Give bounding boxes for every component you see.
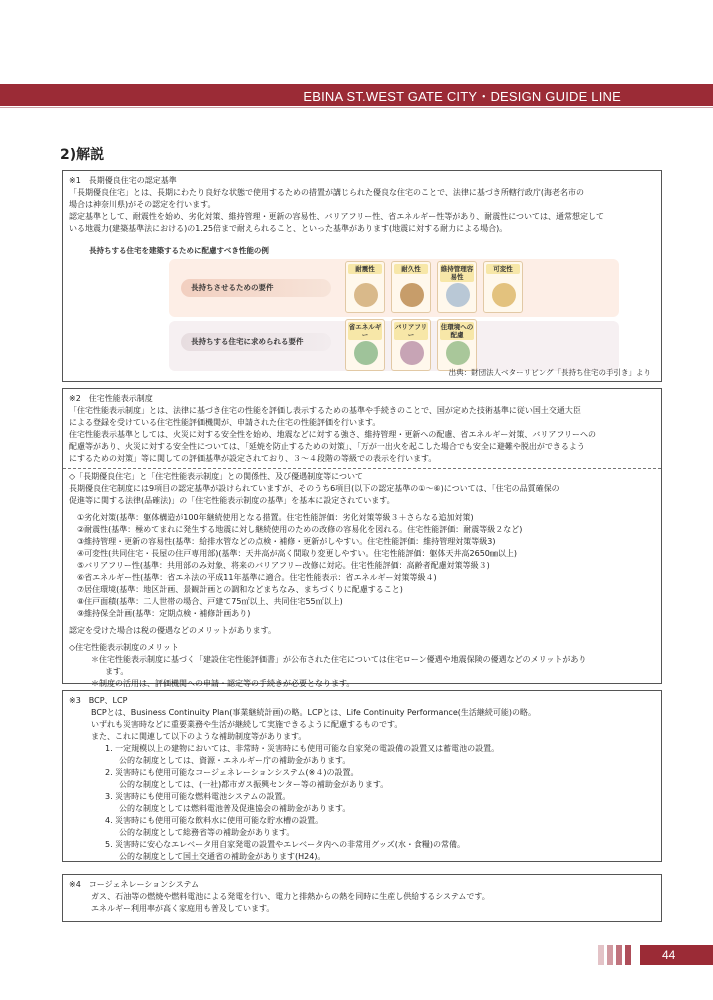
criteria-item: ⑥省エネルギー性(基準：省エネ法の平成11年基準に適合。住宅性能表示：省エネルギー対策等級４) [77, 573, 437, 582]
card-durability [391, 261, 431, 313]
criteria-item: ⑦居住環境(基準：地区計画、景観計画との調和などまちなみ、まちづくりに配慮すること) [77, 585, 403, 594]
note2-line: にするための対策」等に関しての評価基準が設定されており、３～４段階の等級での表示を行います。 [69, 454, 437, 463]
criteria-item: ①劣化対策(基準：躯体構造が100年継続使用となる措置。住宅性能評価：劣化対策等級３＋さらなる追加対策) [77, 513, 474, 522]
card-label: 維持管理容易性 [440, 265, 474, 281]
header-divider [0, 107, 713, 108]
note1-line: いる地震力(建築基準法における)の1.25倍まで耐えられること、といった基準があります(地震に対する耐力による場合)。 [69, 224, 508, 233]
card-label: バリアフリー [394, 323, 428, 339]
subsidy-detail: 公的な制度としては燃料電池普及促進協会の補助金があります。 [119, 804, 351, 813]
section-title: 2)解説 [60, 147, 105, 163]
performance-figure [69, 239, 655, 374]
note4-line: エネルギー利用率が高く家庭用も普及しています。 [91, 904, 275, 913]
note1-box [62, 170, 662, 382]
relation-heading: ◇「長期優良住宅」と「住宅性能表示制度」との関係性、及び優遇制度等について [69, 472, 363, 481]
note4-box [62, 874, 662, 922]
house-illustration-icon [400, 283, 424, 307]
note2-line: 「住宅性能表示制度」とは、法律に基づき住宅の性能を評価し表示するための基準や手続きのことで、国が定めた技術基準に従い国土交通大臣 [69, 406, 581, 415]
subsidy-detail: 公的な制度として総務省等の補助金があります。 [119, 828, 295, 837]
note2-line: 住宅性能表示基準としては、火災に対する安全性を始め、地震などに対する強さ、維持管理・更新への配慮、省エネルギー対策、バリアフリーへの [69, 430, 597, 439]
criteria-item: ③維持管理・更新の容易性(基準：給排水管などの点検・補修・更新がしやすい。住宅性能評価：維持管理対策等級3) [77, 537, 496, 546]
figure-row2-label: 長持ちする住宅に求められる要件 [181, 333, 331, 351]
note3-line: また、これに関連して以下のような補助制度等があります。 [91, 732, 307, 741]
note2-box [62, 388, 662, 688]
note2-line: による登録を受けている住宅性能評価機関が、申請された住宅の性能評価を行います。 [69, 418, 381, 427]
note3-line: いずれも災害時などに重要業務や生活が継続して実施できるように配慮するものです。 [91, 720, 403, 729]
subsidy-item: 2. 災害時にも使用可能なコージェネレーションシステム(※４)の設置。 [105, 768, 359, 777]
merit-heading: ◇住宅性能表示制度のメリット [69, 643, 179, 652]
house-illustration-icon [354, 283, 378, 307]
relation-line: 長期優良住宅制度には9項目の認定基準が設けられていますが、そのうち6項目(以下の認定基準の①～⑥)については、「住宅の品質確保の [69, 484, 560, 493]
card-energy [345, 319, 385, 371]
card-label: 耐震性 [348, 264, 382, 274]
tree-illustration-icon [446, 341, 470, 365]
figure-row1-label: 長持ちさせるための要件 [181, 279, 331, 297]
card-label: 省エネルギー [348, 323, 382, 339]
figure-heading: 長持ちする住宅を建築するために配慮すべき性能の例 [89, 246, 269, 255]
criteria-item: ②耐震性(基準：極めてまれに発生する地震に対し継続使用のための改修の容易化を図れる。住宅性能評価：耐震等級２など) [77, 525, 523, 534]
note1-line: 認定基準として、耐震性を始め、劣化対策、維持管理・更新の容易性、バリアフリー性、省エネルギー性等があり、耐震性については、通常想定して [69, 212, 605, 221]
note2-heading: ※2 住宅性能表示制度 [69, 394, 153, 403]
card-adaptability [483, 261, 523, 313]
subsidy-detail: 公的な制度として国土交通省の補助金があります(H24)。 [119, 852, 326, 861]
card-seismic [345, 261, 385, 313]
note4-heading: ※4 コージェネレーションシステム [69, 880, 200, 889]
subsidy-item: 5. 災害時に安心なエレベータ用自家発電の設置やエレベータ内への非常用グッズ(水・食糧)の常備。 [105, 840, 466, 849]
page-number: 44 [640, 945, 713, 965]
document-title: EBINA ST.WEST GATE CITY・DESIGN GUIDE LINE [303, 89, 621, 104]
merit-intro: 認定を受けた場合は税の優遇などのメリットがあります。 [69, 626, 277, 635]
note3-box [62, 690, 662, 862]
subsidy-item: 3. 災害時にも使用可能な燃料電池システムの設置。 [105, 792, 291, 801]
worker-illustration-icon [492, 283, 516, 307]
note3-heading: ※3 BCP、LCP [69, 696, 128, 705]
header-bar [0, 84, 713, 106]
card-barrier-free [391, 319, 431, 371]
note1-line: 「長期優良住宅」とは、長期にわたり良好な状態で使用するための措置が講じられた優良な住宅のことで、法律に基づき所轄行政庁(海老名市の [69, 188, 584, 197]
card-label: 可変性 [486, 264, 520, 274]
house-illustration-icon [354, 341, 378, 365]
criteria-item: ④可変性(共同住宅・長屋の住戸専用部)(基準：天井高が高く間取り変更しやすい。住宅性能評価：躯体天井高2650㎜以上) [77, 549, 518, 558]
merit-line: ます。 [105, 667, 129, 676]
card-maintenance [437, 261, 477, 313]
criteria-item: ⑧住戸面積(基準：二人世帯の場合、戸建て75㎡以上、共同住宅55㎡以上) [77, 597, 343, 606]
note1-line: 場合は神奈川県)がその認定を行います。 [69, 200, 216, 209]
subsidy-item: 4. 災害時にも使用可能な飲料水に使用可能な貯水槽の設置。 [105, 816, 324, 825]
criteria-item: ⑤バリアフリー性(基準：共用部のみ対象、将来のバリアフリー改修に対応。住宅性能評価：高齢者配慮対策等級３) [77, 561, 490, 570]
criteria-item: ⑨維持保全計画(基準：定期点検・補修計画あり) [77, 609, 251, 618]
figure-credit: 出典：財団法人ベターリビング「長持ち住宅の手引き」より [448, 368, 651, 377]
note4-line: ガス、石油等の燃焼や燃料電池による発電を行い、電力と排熱からの熱を同時に生産し供給するシステムです。 [91, 892, 490, 901]
wheelchair-illustration-icon [400, 341, 424, 365]
relation-line: 促進等に関する法律(品確法)」の「住宅性能表示制度の基準」を基本に設定されています。 [69, 496, 395, 505]
subsidy-item: 1. 一定規模以上の建物においては、非常時・災害時にも使用可能な自家発の電設備の設置又は蓄電池の設置。 [105, 744, 500, 753]
note2-line: 配慮等があり、火災に対する安全性については、「延焼を防止するための対策」、「万が一出火を起こした場合でも安全に避難や脱出ができるよう [69, 442, 585, 451]
note1-heading: ※1 長期優良住宅の認定基準 [69, 176, 177, 185]
worker-illustration-icon [446, 283, 470, 307]
note3-line: BCPとは、Business Continuity Plan(事業継続計画)の略。LCPとは、Life Continuity Performance(生活継続可能)の略。 [91, 708, 536, 717]
card-environment [437, 319, 477, 371]
card-label: 住環境への配慮 [440, 323, 474, 339]
merit-line: ＊住宅性能表示制度に基づく「建設住宅性能評価書」が公布された住宅については住宅ローン優遇や地震保険の優遇などのメリットがあり [91, 655, 587, 664]
note2-divider [63, 468, 661, 469]
subsidy-detail: 公的な制度としては、資源・エネルギー庁の補助金があります。 [119, 756, 351, 765]
subsidy-detail: 公的な制度としては、(一社)都市ガス振興センター等の補助金があります。 [119, 780, 389, 789]
merit-line: ＊制度の活用は、評価機関への申請・認定等の手続きが必要となります。 [91, 679, 355, 688]
card-label: 耐久性 [394, 264, 428, 274]
